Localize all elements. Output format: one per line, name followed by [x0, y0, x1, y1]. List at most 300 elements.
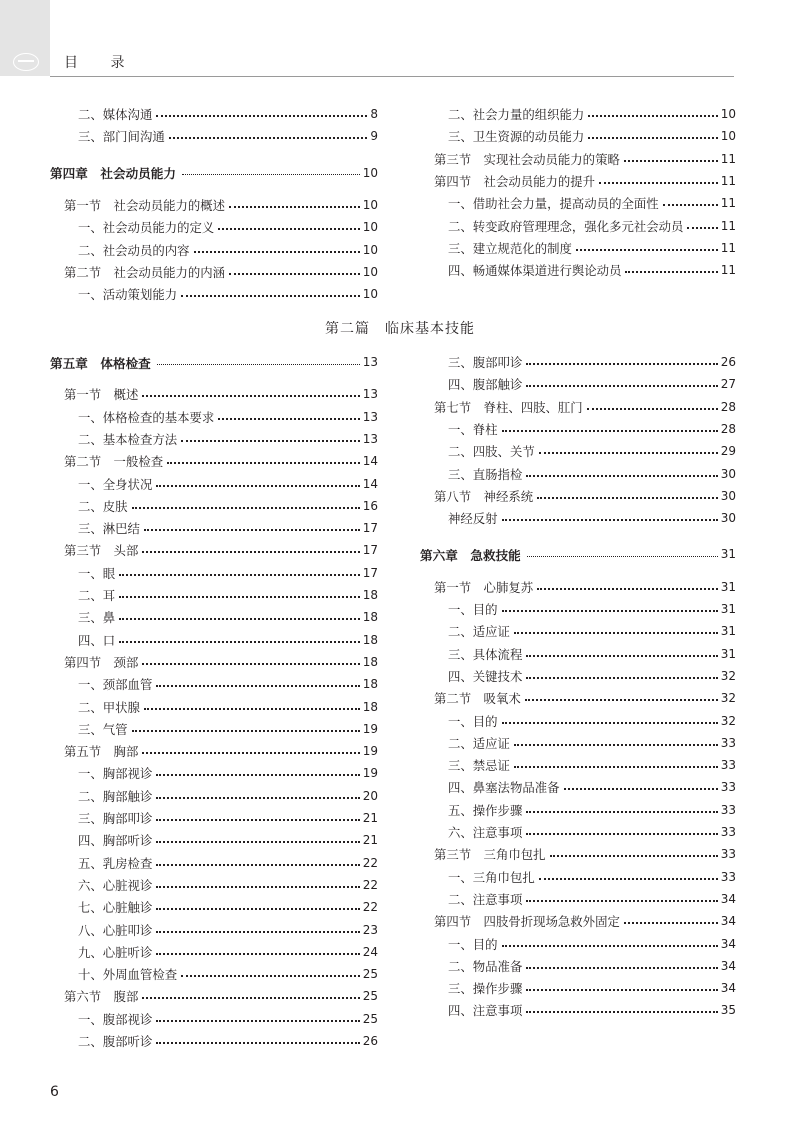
toc-dot-leader: [537, 588, 718, 590]
toc-dot-leader: [502, 945, 718, 947]
toc-dot-leader: [156, 819, 359, 821]
toc-item-entry[interactable]: [420, 238, 736, 258]
toc-dot-leader: [588, 137, 717, 139]
toc-entry-title: 四、口: [78, 632, 116, 648]
toc-dot-leader: [576, 249, 718, 251]
toc-item-entry[interactable]: [420, 374, 736, 394]
toc-entry-title: 三、具体流程: [448, 646, 523, 662]
toc-page-number: 18: [362, 610, 378, 625]
toc-page-number: 34: [720, 958, 736, 973]
toc-page-number: 33: [720, 735, 736, 750]
toc-entry-title: 一、活动策划能力: [78, 287, 178, 303]
toc-entry-title: 二、耳: [78, 588, 116, 603]
toc-dot-leader: [181, 295, 360, 297]
toc-item-entry[interactable]: [420, 800, 736, 820]
toc-item-entry[interactable]: [420, 441, 736, 461]
toc-item-entry[interactable]: [420, 822, 736, 842]
toc-dot-leader: [156, 115, 367, 117]
toc-page-number: 30: [720, 488, 736, 503]
toc-page-number: 23: [362, 922, 378, 937]
toc-section-entry[interactable]: [50, 262, 378, 282]
toc-entry-title: 二、腹部听诊: [78, 1034, 153, 1049]
toc-entry-title: 八、心脏叩诊: [78, 922, 153, 938]
toc-entry-title: 六、心脏视诊: [78, 877, 153, 893]
toc-entry-title: 第七节 脊柱、四肢、肛门: [434, 399, 583, 415]
toc-entry-title: 第六节 腹部: [64, 989, 139, 1005]
toc-item-entry[interactable]: [50, 719, 378, 739]
toc-page-number: 10: [720, 107, 736, 121]
toc-dot-leader: [182, 174, 360, 175]
toc-dot-leader: [156, 685, 359, 687]
header-corner-block: [0, 0, 50, 76]
toc-section-entry[interactable]: [420, 486, 736, 506]
toc-page-number: 8: [370, 107, 378, 121]
toc-dot-leader: [119, 641, 360, 643]
toc-dot-leader: [142, 997, 359, 999]
toc-section-entry[interactable]: [50, 195, 378, 215]
toc-item-entry[interactable]: [50, 964, 378, 984]
toc-page-number: 10: [362, 220, 378, 235]
toc-entry-title: 三、胸部叩诊: [78, 811, 153, 826]
toc-entry-title: 第四节 颈部: [64, 654, 139, 670]
toc-page-number: 18: [362, 699, 378, 714]
toc-page-number: 25: [362, 967, 378, 982]
toc-page-number: 30: [720, 511, 736, 526]
toc-dot-leader: [142, 551, 359, 553]
toc-entry-title: 四、畅通媒体渠道进行舆论动员: [448, 263, 622, 279]
toc-entry-title: 三、淋巴结: [78, 521, 140, 537]
toc-item-entry[interactable]: [50, 217, 378, 237]
toc-entry-title: 第五章 体格检查: [50, 355, 151, 371]
toc-page-number: 10: [362, 242, 378, 257]
toc-item-entry[interactable]: [420, 755, 736, 775]
toc-dot-leader: [502, 430, 718, 432]
toc-page-number: 17: [362, 521, 378, 536]
toc-dot-leader: [156, 908, 359, 910]
toc-entry-title: 一、借助社会力量，提高动员的全面性: [448, 196, 659, 212]
toc-page-number: 18: [362, 588, 378, 602]
toc-dot-leader: [502, 519, 718, 521]
toc-page-number: 11: [720, 173, 736, 188]
toc-dot-leader: [144, 529, 360, 531]
toc-item-entry[interactable]: [50, 853, 378, 873]
toc-dot-leader: [526, 989, 717, 991]
toc-entry-title: 神经反射: [448, 511, 498, 527]
toc-dot-leader: [156, 886, 359, 888]
toc-item-entry[interactable]: [420, 777, 736, 797]
toc-item-entry[interactable]: [420, 711, 736, 731]
toc-entry-title: 三、操作步骤: [448, 981, 523, 997]
toc-item-entry[interactable]: [420, 934, 736, 954]
toc-page-number: 21: [362, 833, 378, 848]
toc-item-entry[interactable]: [50, 240, 378, 260]
toc-page-number: 17: [362, 543, 378, 558]
toc-item-entry[interactable]: [50, 920, 378, 940]
toc-page-number: 30: [720, 466, 736, 481]
toc-page-number: 13: [362, 387, 378, 402]
toc-entry-title: 第六章 急救技能: [420, 547, 521, 563]
toc-dot-leader: [564, 788, 718, 790]
toc-entry-title: 一、全身状况: [78, 476, 153, 492]
toc-item-entry[interactable]: [420, 104, 736, 124]
toc-dot-leader: [142, 663, 359, 665]
toc-dot-leader: [550, 855, 718, 857]
toc-dot-leader: [156, 774, 359, 776]
toc-dot-leader: [502, 722, 718, 724]
toc-page-number: 18: [362, 654, 378, 669]
toc-dot-leader: [526, 655, 717, 657]
toc-page-number: 11: [720, 218, 736, 233]
toc-dot-leader: [514, 632, 718, 634]
toc-entry-title: 三、直肠指检: [448, 466, 523, 482]
toc-item-entry[interactable]: [50, 563, 378, 583]
toc-item-entry[interactable]: [420, 666, 736, 686]
toc-page-number: 13: [362, 409, 378, 424]
publisher-logo-icon: [13, 53, 39, 71]
toc-page-number: 35: [720, 1003, 736, 1018]
toc-dot-leader: [599, 182, 718, 184]
toc-dot-leader: [132, 730, 360, 732]
toc-item-entry[interactable]: [50, 808, 378, 828]
toc-entry-title: 十、外周血管检查: [78, 967, 178, 983]
toc-entry-title: 二、四肢、关节: [448, 444, 535, 460]
toc-item-entry[interactable]: [50, 697, 378, 717]
toc-dot-leader: [142, 395, 359, 397]
toc-dot-leader: [526, 967, 717, 969]
toc-item-entry[interactable]: [50, 875, 378, 895]
toc-entry-title: 二、皮肤: [78, 498, 128, 514]
toc-page-number: 10: [362, 287, 378, 302]
toc-dot-leader: [526, 833, 717, 835]
toc-dot-leader: [514, 766, 718, 768]
toc-entry-title: 第三节 头部: [64, 543, 139, 559]
toc-entry-title: 九、心脏听诊: [78, 944, 153, 960]
toc-page-number: 13: [362, 355, 378, 369]
toc-page-number: 22: [362, 855, 378, 870]
toc-section-entry[interactable]: [50, 986, 378, 1006]
toc-entry-title: 二、基本检查方法: [78, 431, 178, 447]
toc-item-entry[interactable]: [50, 126, 378, 146]
toc-page-number: 27: [720, 377, 736, 392]
toc-page-number: 20: [362, 788, 378, 803]
toc-item-entry[interactable]: [50, 674, 378, 694]
toc-entry-title: 二、物品准备: [448, 958, 523, 974]
toc-dot-leader: [181, 975, 360, 977]
toc-dot-leader: [167, 462, 360, 464]
toc-entry-title: 三、鼻: [78, 610, 116, 626]
toc-page-number: 34: [720, 936, 736, 951]
header-divider: [50, 76, 734, 77]
toc-section-entry[interactable]: [50, 741, 378, 761]
toc-item-entry[interactable]: [50, 496, 378, 516]
toc-entry-title: 第三节 实现社会动员能力的策略: [434, 151, 620, 167]
toc-section-entry[interactable]: [420, 688, 736, 708]
toc-page-number: 31: [720, 646, 736, 661]
toc-dot-leader: [527, 556, 718, 557]
toc-entry-title: 第一节 概述: [64, 387, 139, 403]
toc-dot-leader: [687, 227, 717, 229]
toc-page-number: 32: [720, 668, 736, 683]
toc-chapter-entry[interactable]: [50, 163, 378, 183]
toc-item-entry[interactable]: [420, 126, 736, 146]
toc-entry-title: 一、眼: [78, 565, 116, 581]
toc-section-entry[interactable]: [420, 149, 736, 169]
toc-dot-leader: [157, 364, 360, 365]
toc-entry-title: 一、社会动员能力的定义: [78, 220, 215, 236]
toc-dot-leader: [144, 708, 360, 710]
toc-dot-leader: [588, 115, 717, 117]
toc-dot-leader: [218, 228, 359, 230]
toc-entry-title: 六、注意事项: [448, 825, 523, 840]
toc-item-entry[interactable]: [50, 585, 378, 605]
toc-page-number: 9: [370, 129, 378, 144]
toc-item-entry[interactable]: [420, 733, 736, 753]
toc-item-entry[interactable]: [420, 1000, 736, 1020]
toc-item-entry[interactable]: [420, 599, 736, 619]
toc-page-number: 11: [720, 196, 736, 211]
toc-item-entry[interactable]: [50, 786, 378, 806]
toc-item-entry[interactable]: [420, 464, 736, 484]
toc-entry-title: 三、禁忌证: [448, 758, 510, 774]
toc-item-entry[interactable]: [50, 518, 378, 538]
toc-entry-title: 一、目的: [448, 602, 498, 617]
toc-dot-leader: [119, 618, 360, 620]
toc-entry-title: 二、适应证: [448, 624, 510, 640]
toc-dot-leader: [119, 574, 360, 576]
toc-page-number: 33: [720, 780, 736, 795]
toc-page-number: 28: [720, 421, 736, 436]
toc-item-entry[interactable]: [50, 407, 378, 427]
toc-page-number: 33: [720, 758, 736, 773]
toc-dot-leader: [537, 497, 718, 499]
toc-dot-leader: [142, 752, 359, 754]
toc-dot-leader: [156, 1020, 359, 1022]
toc-page-number: 11: [720, 240, 736, 255]
toc-dot-leader: [526, 811, 717, 813]
toc-page-number: 25: [362, 989, 378, 1004]
toc-page-number: 21: [362, 811, 378, 825]
toc-entry-title: 第二节 吸氧术: [434, 691, 521, 707]
toc-item-entry[interactable]: [420, 216, 736, 236]
toc-entry-title: 一、颈部血管: [78, 677, 153, 693]
toc-entry-title: 二、适应证: [448, 735, 510, 751]
toc-page-number: 19: [362, 744, 378, 759]
toc-page-number: 34: [720, 891, 736, 906]
toc-dot-leader: [156, 864, 359, 866]
toc-page-number: 10: [362, 264, 378, 279]
toc-dot-leader: [194, 251, 360, 253]
toc-page-number: 28: [720, 399, 736, 414]
toc-page-number: 31: [720, 547, 736, 562]
toc-page-number: 18: [362, 677, 378, 692]
toc-page-number: 19: [362, 766, 378, 781]
toc-item-entry[interactable]: [420, 956, 736, 976]
toc-entry-title: 第一节 社会动员能力的概述: [64, 197, 226, 213]
toc-item-entry[interactable]: [420, 352, 736, 372]
toc-entry-title: 第一节 心肺复苏: [434, 579, 534, 595]
toc-page-number: 32: [720, 691, 736, 706]
toc-section-entry[interactable]: [420, 171, 736, 191]
toc-page-number: 31: [720, 579, 736, 594]
toc-page-number: 19: [362, 721, 378, 736]
toc-page-number: 14: [362, 454, 378, 469]
toc-dot-leader: [218, 418, 359, 420]
toc-entry-title: 第二节 一般检查: [64, 454, 164, 470]
toc-page-number: 33: [720, 825, 736, 839]
toc-item-entry[interactable]: [50, 104, 378, 124]
toc-entry-title: 四、鼻塞法物品准备: [448, 780, 560, 796]
toc-entry-title: 一、腹部视诊: [78, 1011, 153, 1027]
toc-item-entry[interactable]: [50, 284, 378, 304]
toc-dot-leader: [624, 160, 718, 162]
toc-entry-title: 第三节 三角巾包扎: [434, 847, 546, 863]
toc-item-entry[interactable]: [420, 193, 736, 213]
toc-entry-title: 三、腹部叩诊: [448, 355, 523, 370]
toc-entry-title: 第五节 胸部: [64, 744, 139, 760]
toc-page-number: 33: [720, 802, 736, 817]
toc-entry-title: 二、胸部触诊: [78, 788, 153, 804]
toc-entry-title: 二、社会力量的组织能力: [448, 107, 585, 122]
toc-section-entry[interactable]: [420, 844, 736, 864]
toc-item-entry[interactable]: [420, 260, 736, 280]
toc-page-number: 10: [720, 129, 736, 144]
toc-entry-title: 五、乳房检查: [78, 855, 153, 871]
toc-dot-leader: [229, 273, 360, 275]
toc-dot-leader: [539, 878, 718, 880]
toc-entry-title: 第二节 社会动员能力的内涵: [64, 264, 226, 280]
toc-page-number: 11: [720, 151, 736, 166]
toc-item-entry[interactable]: [420, 889, 736, 909]
toc-page-number: 10: [362, 165, 378, 180]
toc-item-entry[interactable]: [50, 763, 378, 783]
toc-item-entry[interactable]: [50, 474, 378, 494]
toc-item-entry[interactable]: [50, 942, 378, 962]
toc-dot-leader: [132, 507, 360, 509]
toc-entry-title: 一、三角巾包扎: [448, 869, 535, 885]
toc-page-number: 29: [720, 444, 736, 459]
toc-section-entry[interactable]: [420, 577, 736, 597]
toc-item-entry[interactable]: [50, 830, 378, 850]
toc-dot-leader: [526, 900, 717, 902]
toc-section-entry[interactable]: [50, 540, 378, 560]
toc-page-number: 32: [720, 713, 736, 728]
toc-dot-leader: [587, 408, 718, 410]
toc-item-entry[interactable]: [420, 508, 736, 528]
toc-page-number: 34: [720, 914, 736, 929]
toc-entry-title: 三、部门间沟通: [78, 129, 165, 145]
toc-dot-leader: [169, 137, 368, 139]
toc-dot-leader: [181, 440, 360, 442]
toc-dot-leader: [526, 1011, 717, 1013]
toc-dot-leader: [539, 452, 718, 454]
toc-entry-title: 二、媒体沟通: [78, 107, 153, 122]
toc-entry-title: 三、卫生资源的动员能力: [448, 129, 585, 145]
toc-entry-title: 四、注意事项: [448, 1003, 523, 1019]
toc-entry-title: 第四节 社会动员能力的提升: [434, 173, 596, 189]
toc-entry-title: 一、胸部视诊: [78, 766, 153, 782]
toc-page-number: 10: [362, 197, 378, 212]
toc-dot-leader: [156, 485, 359, 487]
toc-entry-title: 二、注意事项: [448, 891, 523, 907]
toc-item-entry[interactable]: [50, 1031, 378, 1051]
toc-section-entry[interactable]: [420, 911, 736, 931]
toc-dot-leader: [663, 204, 718, 206]
toc-entry-title: 七、心脏触诊: [78, 900, 153, 916]
toc-page-number: 26: [720, 355, 736, 369]
toc-item-entry[interactable]: [420, 867, 736, 887]
toc-entry-title: 一、体格检查的基本要求: [78, 409, 215, 425]
toc-item-entry[interactable]: [50, 630, 378, 650]
toc-item-entry[interactable]: [420, 621, 736, 641]
toc-page-number: 33: [720, 869, 736, 884]
toc-entry-title: 第四章 社会动员能力: [50, 166, 176, 182]
toc-dot-leader: [119, 596, 360, 598]
toc-page-number: 25: [362, 1011, 378, 1026]
toc-entry-title: 四、关键技术: [448, 668, 523, 684]
toc-page-number: 13: [362, 431, 378, 446]
toc-chapter-entry[interactable]: [420, 544, 736, 564]
toc-dot-leader: [624, 922, 718, 924]
toc-dot-leader: [526, 363, 717, 365]
toc-entry-title: 五、操作步骤: [448, 802, 523, 818]
toc-page-number: 18: [362, 632, 378, 647]
toc-entry-title: 第八节 神经系统: [434, 488, 534, 504]
toc-dot-leader: [526, 385, 717, 387]
toc-item-entry[interactable]: [50, 1009, 378, 1029]
toc-dot-leader: [156, 1042, 359, 1044]
toc-dot-leader: [502, 610, 718, 612]
page-number: 6: [50, 1084, 59, 1100]
toc-dot-leader: [526, 677, 717, 679]
toc-entry-title: 二、甲状腺: [78, 699, 140, 715]
toc-item-entry[interactable]: [420, 978, 736, 998]
page-header-title: 目 录: [64, 55, 139, 71]
toc-section-entry[interactable]: [420, 397, 736, 417]
toc-dot-leader: [156, 931, 359, 933]
toc-section-entry[interactable]: [50, 384, 378, 404]
toc-page-number: 31: [720, 624, 736, 639]
toc-page-number: 22: [362, 900, 378, 915]
toc-page-number: 17: [362, 565, 378, 580]
toc-page-number: 34: [720, 981, 736, 996]
toc-entry-title: 第四节 四肢骨折现场急救外固定: [434, 914, 620, 930]
toc-dot-leader: [156, 841, 359, 843]
toc-item-entry[interactable]: [50, 607, 378, 627]
toc-item-entry[interactable]: [50, 897, 378, 917]
toc-section-entry[interactable]: [50, 451, 378, 471]
toc-entry-title: 三、气管: [78, 721, 128, 737]
toc-page-number: 31: [720, 602, 736, 616]
toc-entry-title: 四、胸部听诊: [78, 833, 153, 849]
toc-item-entry[interactable]: [420, 419, 736, 439]
toc-page-number: 11: [720, 263, 736, 278]
toc-entry-title: 三、建立规范化的制度: [448, 240, 572, 256]
toc-entry-title: 二、社会动员的内容: [78, 242, 190, 258]
toc-chapter-entry[interactable]: [50, 352, 378, 372]
toc-entry-title: 二、转变政府管理理念，强化多元社会动员: [448, 218, 684, 234]
toc-dot-leader: [525, 699, 718, 701]
toc-entry-title: 四、腹部触诊: [448, 377, 523, 393]
toc-item-entry[interactable]: [420, 644, 736, 664]
toc-section-entry[interactable]: [50, 652, 378, 672]
toc-dot-leader: [625, 271, 717, 273]
toc-item-entry[interactable]: [50, 429, 378, 449]
toc-entry-title: 一、脊柱: [448, 421, 498, 437]
toc-dot-leader: [514, 744, 718, 746]
part-title: 第二篇 临床基本技能: [325, 321, 475, 337]
toc-page-number: 33: [720, 847, 736, 862]
toc-dot-leader: [229, 206, 360, 208]
